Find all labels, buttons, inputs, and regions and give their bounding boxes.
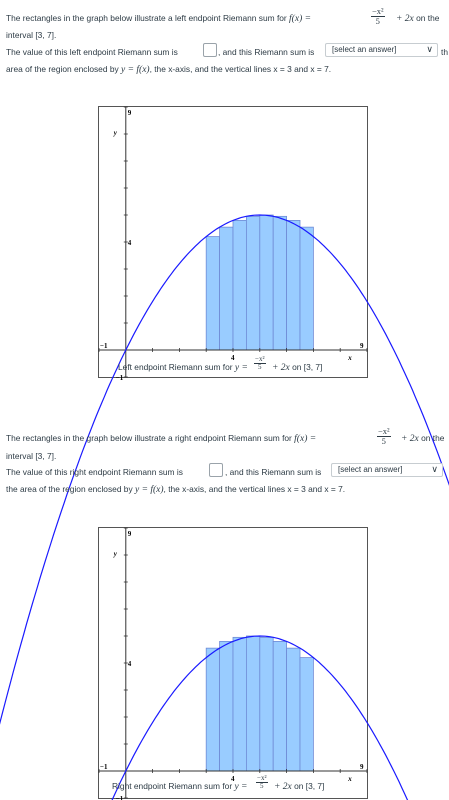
chevron-down-icon: ∨ [426, 44, 433, 54]
riemann-rectangle [206, 648, 219, 771]
q1-caption [118, 362, 248, 373]
q1-fraction [371, 7, 385, 26]
riemann-rectangle [246, 216, 259, 350]
left-riemann-plot [99, 107, 367, 382]
q1-riemann-label: , and this Riemann sum is [218, 47, 315, 57]
q2-caption-text: Right endpoint Riemann sum for [112, 781, 233, 791]
q2-line1-text: The rectangles in the graph below illustrate a right endpoint Riemann sum for [6, 433, 292, 443]
x-axis-label: x [348, 354, 352, 362]
q2-value-label: The value of this right endpoint Riemann sum is [6, 467, 183, 477]
x-mid-tick-label: 4 [231, 775, 235, 783]
q1-select-label: [select an answer] [332, 45, 397, 54]
y-axis-label: y [113, 129, 117, 137]
right-riemann-plot [99, 528, 367, 798]
q1-line4 [6, 64, 331, 75]
q1-caption-tail [272, 362, 322, 373]
q2-caption [112, 781, 247, 792]
q2-y-eq-fx: y = f(x) [134, 485, 164, 495]
q2-fraction [377, 427, 391, 446]
q1-fx: f(x) = [289, 14, 312, 24]
riemann-rectangle [273, 641, 286, 771]
riemann-rectangle [287, 220, 300, 350]
q1-caption-text: Left endpoint Riemann sum for [118, 362, 233, 372]
q2-line4-text: the area of the region enclosed by [6, 484, 133, 494]
q1-caption-tail-text: on [3, 7] [292, 362, 323, 372]
q2-answer-input[interactable] [209, 463, 223, 477]
y-top-tick-label: 9 [127, 530, 132, 538]
q2-fx: f(x) = [294, 434, 317, 444]
q2-plus2x: + 2x [401, 434, 419, 444]
q1-line1-tail-text: on the [416, 13, 440, 23]
q2-caption-plus: + 2x [274, 782, 292, 792]
riemann-rectangle [246, 636, 259, 771]
q1-caption-plus: + 2x [272, 363, 290, 373]
x-right-tick-label: 9 [360, 342, 364, 350]
q1-answer-input[interactable] [203, 43, 217, 57]
riemann-rectangle [206, 237, 219, 350]
y-axis-label: y [113, 550, 117, 558]
riemann-rectangle [260, 215, 273, 350]
y-neg-tick-label: −1 [115, 795, 124, 800]
q2-line1 [6, 433, 316, 444]
q2-frac-den: 5 [381, 436, 386, 446]
q2-riemann-label: , and this Riemann sum is [225, 467, 322, 477]
q2-caption-den: 5 [260, 782, 264, 790]
q2-caption-tail-text: on [3, 7] [294, 781, 325, 791]
q1-plus2x: + 2x [396, 14, 414, 24]
x-right-tick-label: 9 [360, 763, 364, 771]
left-riemann-graph [98, 106, 368, 382]
q2-caption-num: −x² [257, 774, 267, 782]
riemann-rectangle [220, 641, 233, 771]
riemann-rectangle [233, 637, 246, 771]
x-axis-label: x [348, 775, 352, 783]
q2-interval: interval [3, 7]. [6, 451, 57, 461]
chevron-down-icon: ∨ [431, 464, 438, 474]
q1-interval: interval [3, 7]. [6, 30, 57, 40]
q1-y-eq-fx: y = f(x) [121, 65, 150, 75]
q2-select-label: [select an answer] [338, 465, 403, 474]
q2-caption-frac [256, 775, 268, 790]
riemann-rectangle [300, 227, 313, 350]
q1-value-label: The value of this left endpoint Riemann sum is [6, 47, 178, 57]
riemann-rectangle [273, 216, 286, 350]
q1-caption-den: 5 [258, 363, 262, 371]
q2-frac-num: −x² [378, 426, 390, 436]
riemann-rectangle [260, 637, 273, 771]
x-neg-tick-label: −1 [100, 342, 108, 350]
riemann-rectangle [233, 220, 246, 350]
q2-line4 [6, 484, 345, 495]
q2-caption-tail [274, 781, 324, 792]
q2-caption-yeq: y = [234, 782, 248, 792]
q1-line4-mid: , the x-axis, and the vertical lines x = 3 and x = 7. [149, 64, 332, 74]
q1-line4-text: area of the region enclosed by [6, 64, 119, 74]
riemann-rectangle [287, 648, 300, 771]
q2-line1-tail-text: on the [421, 433, 445, 443]
q1-line1-tail [396, 13, 439, 24]
x-neg-tick-label: −1 [100, 763, 108, 771]
riemann-rectangle [220, 227, 233, 350]
y-mid-tick-label: 4 [127, 660, 132, 668]
y-mid-tick-label: 4 [127, 239, 132, 247]
q2-line4-mid: , the x-axis, and the vertical lines x = 3 and x = 7. [163, 484, 346, 494]
q2-line1-tail [401, 433, 444, 444]
q1-answer-select[interactable] [325, 43, 438, 57]
q1-caption-yeq: y = [234, 363, 248, 373]
q2-answer-select[interactable] [331, 463, 443, 477]
q1-line1-text: The rectangles in the graph below illustrate a left endpoint Riemann sum for [6, 13, 287, 23]
q1-frac-num: −x² [372, 6, 384, 16]
q1-line3-cut: th [441, 47, 448, 57]
right-riemann-graph [98, 527, 368, 799]
y-top-tick-label: 9 [127, 109, 132, 117]
q1-frac-den: 5 [375, 16, 380, 26]
y-neg-tick-label: −1 [115, 374, 124, 382]
riemann-rectangle [300, 658, 313, 771]
q1-line1 [6, 13, 311, 24]
q1-caption-frac [254, 356, 266, 371]
x-mid-tick-label: 4 [231, 354, 235, 362]
q1-caption-num: −x² [255, 355, 265, 363]
